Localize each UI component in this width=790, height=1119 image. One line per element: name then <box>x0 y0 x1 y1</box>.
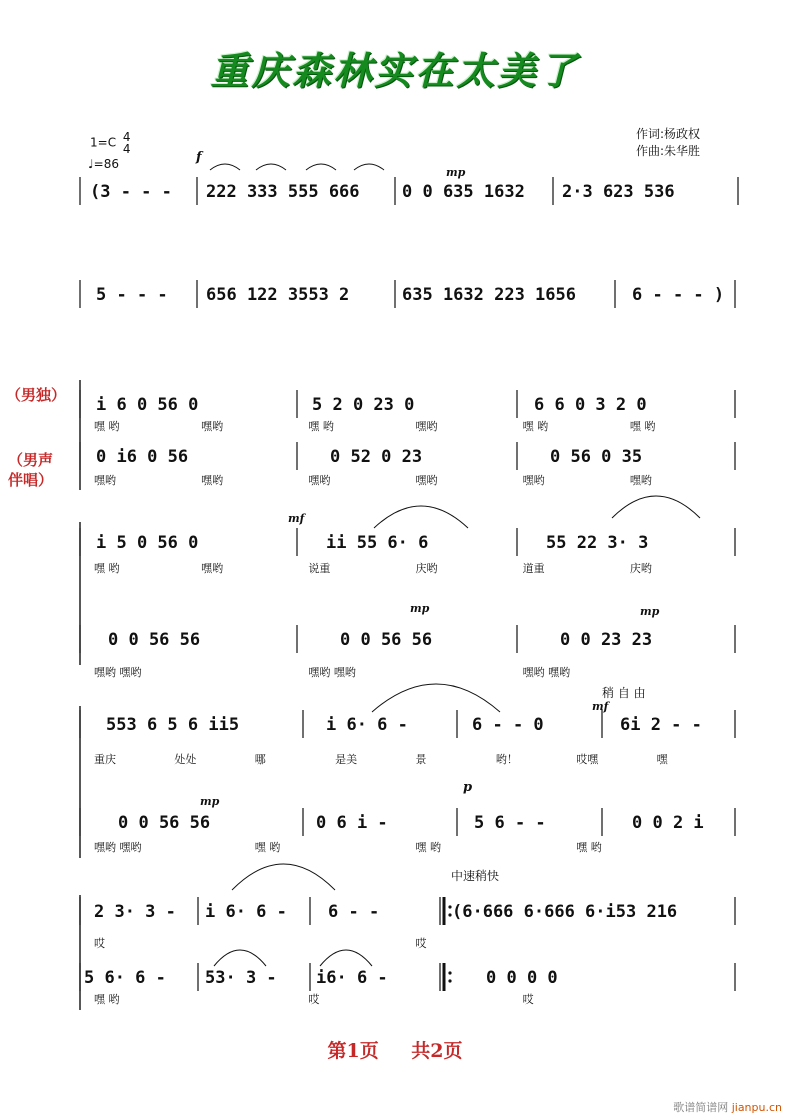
slur <box>210 164 240 170</box>
lyric: 嘿 哟 <box>415 841 441 854</box>
lyric: 嘿哟 嘿哟 <box>94 666 142 679</box>
time-sig-bottom: 4 <box>122 142 131 156</box>
measure-notes: 0 0 56 56 <box>340 630 433 650</box>
measure-notes: 0 52 0 23 <box>330 447 423 467</box>
lyric: 嘿哟 <box>94 474 116 487</box>
lyric: 嘿哟 <box>308 474 331 487</box>
measure-notes: 5 2 0 23 0 <box>312 395 415 415</box>
slur <box>612 496 700 518</box>
lyric: 嘿哟 <box>522 474 545 487</box>
lyric: 嘿哟 <box>415 474 438 487</box>
time-sig-top: 4 <box>122 130 131 144</box>
lyric: 嘿哟 嘿哟 <box>522 666 571 679</box>
measure-notes: 5 6 - - <box>474 813 546 833</box>
lyric: 嘿哟 <box>201 562 224 575</box>
lyric: 嘿哟 <box>415 420 438 433</box>
measure-notes: 222 333 555 666 <box>206 182 360 202</box>
dynamic-mp: mp <box>200 795 220 808</box>
lyric: 哎 <box>415 937 427 950</box>
watermark <box>673 1099 782 1115</box>
lyricist-credit: 作词:杨政权 <box>636 127 701 141</box>
lyric: 嘿 哟 <box>254 841 281 854</box>
measure-notes: 0 0 635 1632 <box>402 182 525 202</box>
lyric: 嘿哟 嘿哟 <box>94 841 142 854</box>
lyric: 哪 <box>254 753 266 766</box>
measure-notes: i 5 0 56 0 <box>96 533 199 553</box>
lyric: 嘿哟 <box>201 420 224 433</box>
slur <box>256 164 286 170</box>
lyric: 嘿哟 <box>629 474 652 487</box>
measure-notes: 2·3 623 536 <box>562 182 675 202</box>
repeat-dot <box>448 979 451 982</box>
measure-notes: 55 22 3· 3 <box>546 533 649 553</box>
measure-notes: 6 - - <box>328 902 380 922</box>
measure-notes: i6· 6 - <box>316 968 388 988</box>
lyric: 景 <box>415 753 427 766</box>
slur <box>372 684 500 712</box>
lyric: 嘿 哟 <box>94 993 120 1006</box>
tempo-mark: ♩=86 <box>88 157 119 171</box>
dynamic-f: f <box>196 150 202 165</box>
lyric: 重庆 <box>94 753 116 766</box>
dynamic-mf: mf <box>288 512 305 525</box>
lyric: 哎 <box>308 993 320 1006</box>
dynamic-p: p <box>463 780 473 795</box>
measure-notes: 0 0 56 56 <box>118 813 211 833</box>
lyric: 哟！ <box>495 753 518 766</box>
watermark-url: jianpu.cn <box>731 1101 782 1114</box>
measure-notes: 0 0 0 0 <box>486 968 558 988</box>
measure-notes: 0 6 i - <box>316 813 388 833</box>
key-label: 1=C <box>90 135 117 150</box>
tempo-ad-lib: 稍 自 由 <box>602 686 646 700</box>
lyric: 嘿 <box>656 753 668 766</box>
measure-notes: i 6 0 56 0 <box>96 395 199 415</box>
lyric: 庆哟 <box>415 562 438 575</box>
lyric: 嘿 哟 <box>629 420 656 433</box>
lyric: 嘿 哟 <box>94 562 120 575</box>
measure-notes: 635 1632 223 1656 <box>402 285 576 305</box>
measure-notes: 0 56 0 35 <box>550 447 643 467</box>
watermark-site: 歌谱简谱网 <box>673 1101 729 1114</box>
slur <box>354 164 384 170</box>
lyric: 处处 <box>174 753 197 766</box>
measure-notes: 6 - - 0 <box>472 715 544 735</box>
slur <box>214 950 266 966</box>
slur <box>232 864 335 890</box>
song-title: 重庆森林实在太美了 <box>210 48 580 93</box>
measure-notes: 0 0 23 23 <box>560 630 653 650</box>
slur <box>374 506 468 528</box>
dynamic-mf: mf <box>592 700 609 713</box>
page-footer: 第1页 共2页 <box>327 1040 463 1062</box>
measure-notes: 0 0 2 i <box>632 813 704 833</box>
dynamic-mp: mp <box>640 605 660 618</box>
lyric: 哎 <box>94 937 105 950</box>
lyric: 道重 <box>522 562 545 575</box>
lyric: 说重 <box>308 562 331 575</box>
dynamic-mp: mp <box>410 602 430 615</box>
measure-notes: 656 122 3553 2 <box>206 285 350 305</box>
measure-notes: ii 55 6· 6 <box>326 533 429 553</box>
lyric: 嘿 哟 <box>308 420 334 433</box>
lyric: 是美 <box>335 753 358 766</box>
role-male-solo: （男独） <box>6 386 67 404</box>
measure-notes: i 6· 6 - <box>326 715 408 735</box>
measure-notes: 553 6 5 6 ii5 <box>106 715 240 735</box>
repeat-dot <box>448 971 451 974</box>
measure-notes: 6 - - - ) <box>632 285 725 305</box>
slur <box>306 164 336 170</box>
composer-credit: 作曲:朱华胜 <box>636 144 701 158</box>
measure-notes: 6i 2 - - <box>620 715 702 735</box>
measure-notes: (3 - - - <box>90 182 172 202</box>
measure-notes: 2 3· 3 - <box>94 902 176 922</box>
measure-notes: 53· 3 - <box>205 968 277 988</box>
measure-notes: i 6· 6 - <box>205 902 287 922</box>
measure-notes: 6 6 0 3 2 0 <box>534 395 647 415</box>
lyric: 嘿 哟 <box>522 420 549 433</box>
measure-notes: (6·666 6·666 6·i53 216 <box>452 902 678 922</box>
lyric: 嘿 哟 <box>576 841 602 854</box>
role-male-chorus-2: 伴唱） <box>8 471 54 489</box>
role-male-chorus-1: （男声 <box>8 451 54 469</box>
tempo-faster: 中速稍快 <box>451 869 500 883</box>
measure-notes: 5 6· 6 - <box>84 968 166 988</box>
dynamic-mp: mp <box>446 166 466 179</box>
lyric: 哎 <box>522 993 534 1006</box>
lyric: 庆哟 <box>629 562 652 575</box>
slur <box>320 950 372 966</box>
lyric: 嘿 哟 <box>94 420 120 433</box>
measure-notes: 0 i6 0 56 <box>96 447 189 467</box>
measure-notes: 5 - - - <box>96 285 168 305</box>
lyric: 嘿哟 <box>201 474 224 487</box>
lyric: 哎嘿 <box>576 753 599 766</box>
measure-notes: 0 0 56 56 <box>108 630 201 650</box>
lyric: 嘿哟 嘿哟 <box>308 666 356 679</box>
